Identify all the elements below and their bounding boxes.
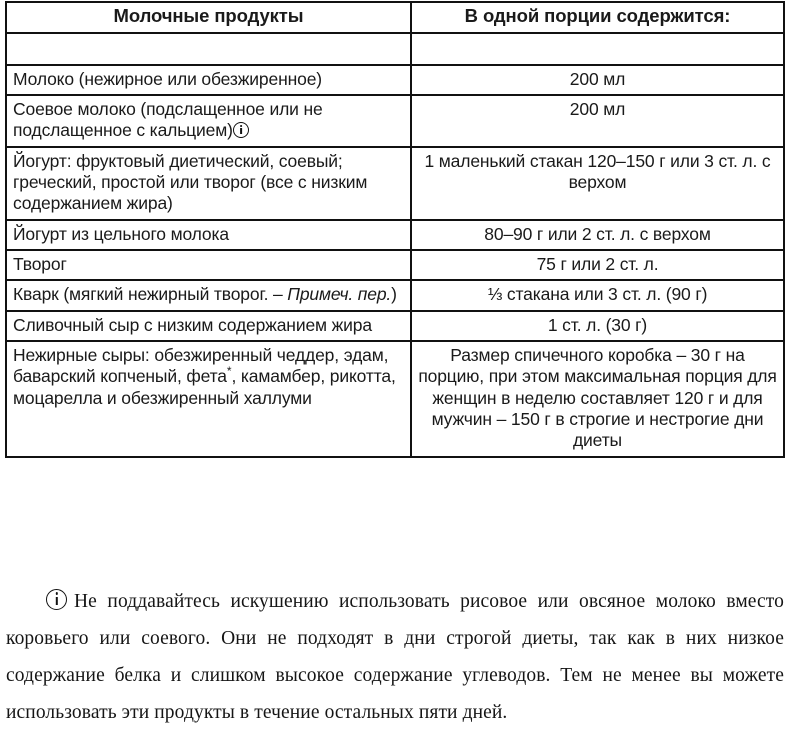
cell-food-cottage-cheese: Творог — [6, 250, 411, 280]
table-row — [6, 311, 784, 341]
table-row — [6, 95, 784, 147]
footnote-text: Не поддавайтесь искушению использовать рисовое или овсяное молоко вместо коровьего или соевого. Они не подходят в дни строгой диеты, так как в них низкое содержание белка и слишком высокое содержание углеводов. Тем не менее вы можете использовать эти продукты в течение остальных пяти дней. — [6, 591, 784, 723]
table-row-spacer — [6, 33, 784, 65]
table-row — [6, 250, 784, 280]
cell-portion-cottage-cheese: 75 г или 2 ст. л. — [411, 250, 784, 280]
table-row — [6, 280, 784, 310]
cell-portion-quark: ⅓ стакана или 3 ст. л. (90 г) — [411, 280, 784, 310]
cell-food-low-fat-cheeses-tail: , камамбер, рикотта, моцарелла и обезжиренный халлуми — [13, 366, 396, 408]
cell-food-quark — [6, 280, 411, 310]
spacer-cell-portion — [411, 33, 784, 65]
cell-food-quark-tail: ) — [391, 284, 397, 305]
cell-food-milk: Молоко (нежирное или обезжиренное) — [6, 65, 411, 95]
cell-food-yogurt-low-fat: Йогурт: фруктовый диетический, соевый; греческий, простой или творог (все с низким содержанием жира) — [6, 147, 411, 220]
cell-food-soy-milk — [6, 95, 411, 147]
column-header-food-group: Молочные продукты — [6, 2, 411, 33]
cell-portion-low-fat-cheeses: Размер спичечного коробка – 30 г на порцию, при этом максимальная порция для женщин в неделю составляет 120 г и для мужчин – 150 г в строгие и нестрогие дни диеты — [411, 341, 784, 457]
cell-food-cream-cheese: Сливочный сыр с низким содержанием жира — [6, 311, 411, 341]
table-row — [6, 220, 784, 250]
footnote-block — [6, 583, 784, 731]
spacer-cell-food — [6, 33, 411, 65]
cell-portion-milk: 200 мл — [411, 65, 784, 95]
cell-food-soy-milk-text: Соевое молоко (подслащенное или не подслащенное с кальцием) — [13, 98, 323, 141]
cell-food-quark-text: Кварк (мягкий нежирный творог. – — [13, 284, 288, 305]
translator-note-italic: Примеч. пер. — [287, 284, 392, 305]
cell-food-whole-milk-yogurt: Йогурт из цельного молока — [6, 220, 411, 250]
cell-portion-soy-milk: 200 мл — [411, 95, 784, 147]
cell-portion-whole-milk-yogurt: 80–90 г или 2 ст. л. с верхом — [411, 220, 784, 250]
table-row — [6, 147, 784, 220]
cell-food-low-fat-cheeses-text: Нежирные сыры: обезжиренный чеддер, эдам, баварский копченый, фета — [13, 345, 389, 387]
footnote-paragraph — [6, 583, 784, 731]
cell-portion-cream-cheese: 1 ст. л. (30 г) — [411, 311, 784, 341]
table-body — [6, 33, 784, 457]
table-header — [6, 2, 784, 33]
table-row — [6, 341, 784, 457]
column-header-portion: В одной порции содержится: — [411, 2, 784, 33]
cell-portion-yogurt-low-fat: 1 маленький стакан 120–150 г или 3 ст. л. с верхом — [411, 147, 784, 220]
info-circle-icon-footnote — [46, 583, 67, 620]
info-circle-icon — [233, 122, 249, 138]
cell-food-low-fat-cheeses — [6, 341, 411, 457]
table-row — [6, 65, 784, 95]
info-circle-icon-glyph — [46, 589, 67, 610]
footnote-asterisk: * — [226, 364, 232, 379]
nutrition-table — [5, 1, 785, 458]
table-header-row — [6, 2, 784, 33]
